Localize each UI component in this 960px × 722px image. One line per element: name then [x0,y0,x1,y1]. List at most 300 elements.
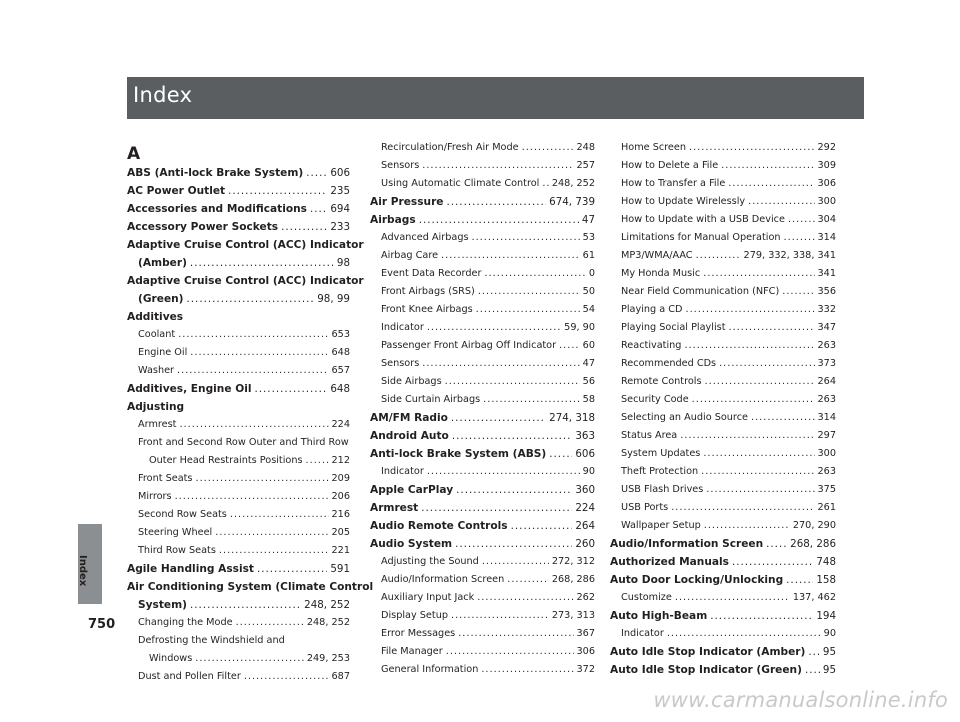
entry-term: How to Transfer a File [621,178,726,189]
index-entry[interactable] [127,614,350,632]
entry-page[interactable]: 694 [330,203,350,215]
index-entry[interactable] [127,254,350,272]
index-entry[interactable] [610,391,836,409]
leader-dots [451,610,549,622]
entry-page[interactable]: 47 [581,214,595,226]
leader-dots [422,358,579,370]
entry-term: Error Messages [381,628,456,639]
entry-page[interactable]: 248, 252 [304,599,350,611]
index-entry[interactable] [610,571,836,589]
entry-term: Using Automatic Climate Control [381,178,540,189]
index-entry[interactable] [610,211,836,229]
index-entry[interactable] [127,164,350,182]
leader-dots [703,268,814,280]
entry-page[interactable]: 194 [816,610,836,622]
entry-page[interactable]: 137, 462 [792,592,836,603]
entry-term: Audio/Information Screen [381,574,505,585]
entry-term: Second Row Seats [138,509,227,520]
entry-page[interactable]: 272, 312 [551,556,595,567]
entry-page[interactable]: 367 [576,628,595,639]
entry-page[interactable]: 687 [331,671,350,682]
leader-dots [230,509,329,521]
entry-page[interactable]: 248, 252 [306,617,350,628]
leader-dots [215,527,328,539]
entry-page[interactable]: 268, 286 [790,538,836,550]
entry-term: Passenger Front Airbag Off Indicator [381,340,557,351]
entry-page[interactable]: 209 [331,473,350,484]
entry-page[interactable]: 292 [817,142,836,153]
entry-term: Side Curtain Airbags [381,394,481,405]
entry-term: Air Pressure [370,196,444,208]
index-entry[interactable] [370,337,595,355]
entry-page[interactable]: 375 [817,484,836,495]
index-entry[interactable] [610,589,836,607]
entry-page[interactable]: 221 [331,545,350,556]
entry-term: Auto Idle Stop Indicator (Amber) [610,646,806,658]
entry-page[interactable]: 268, 286 [551,574,595,585]
index-column-3 [610,139,836,679]
index-entry[interactable] [610,337,836,355]
leader-dots [766,538,787,550]
page-number: 750 [88,617,116,632]
index-entry[interactable] [127,290,350,308]
entry-page[interactable]: 90 [823,628,836,639]
entry-page[interactable]: 235 [330,185,350,197]
entry-page[interactable]: 60 [582,340,595,351]
entry-term: AC Power Outlet [127,185,226,197]
leader-dots [784,232,815,244]
entry-page[interactable]: 233 [330,221,350,233]
entry-page[interactable]: 262 [576,592,595,603]
index-entry[interactable] [370,157,595,175]
index-entry[interactable] [370,535,595,553]
entry-term: (Green) [138,293,184,305]
index-entry[interactable] [610,463,836,481]
entry-page[interactable]: 373 [817,358,836,369]
entry-page[interactable]: 648 [331,347,350,358]
index-entry[interactable] [370,175,595,193]
entry-page[interactable]: 224 [575,502,595,514]
index-entry[interactable] [127,434,350,452]
index-entry[interactable] [127,506,350,524]
index-entry[interactable] [127,452,350,470]
leader-dots [427,466,580,478]
entry-page[interactable]: 363 [575,430,595,442]
entry-term: Display Setup [381,610,448,621]
entry-term: Anti-lock Brake System (ABS) [370,448,547,460]
entry-term: Customize [621,592,672,603]
leader-dots [808,646,820,658]
entry-page[interactable]: 61 [582,250,595,261]
entry-page[interactable]: 264 [817,376,836,387]
entry-page[interactable]: 58 [582,394,595,405]
index-entry[interactable] [127,560,350,578]
entry-page[interactable]: 224 [331,419,350,430]
index-entry[interactable] [370,661,595,679]
leader-dots [748,196,814,208]
leader-dots [306,167,327,179]
entry-page[interactable]: 606 [575,448,595,460]
index-entry[interactable] [127,380,350,398]
entry-page[interactable]: 249, 253 [306,653,350,664]
index-entry[interactable] [370,247,595,265]
index-entry[interactable] [610,301,836,319]
leader-dots [236,617,304,629]
index-entry[interactable] [610,499,836,517]
index-entry[interactable] [610,175,836,193]
index-entry[interactable] [370,301,595,319]
entry-term: Additives, Engine Oil [127,383,252,395]
index-entry[interactable] [370,589,595,607]
index-entry[interactable] [610,229,836,247]
entry-page[interactable]: 257 [576,160,595,171]
entry-term: Airbags [370,214,416,226]
leader-dots [422,160,573,172]
index-entry[interactable] [610,625,836,643]
entry-page[interactable]: 263 [817,340,836,351]
index-entry[interactable] [610,193,836,211]
index-entry[interactable] [127,416,350,434]
entry-page[interactable]: 314 [817,412,836,423]
leader-dots [704,520,790,532]
entry-page[interactable]: 314 [817,232,836,243]
entry-term: Reactivating [621,340,682,351]
leader-dots [686,304,815,316]
entry-page[interactable]: 59, 90 [564,322,595,333]
leader-dots [667,628,821,640]
leader-dots [421,502,572,514]
index-entry[interactable] [370,373,595,391]
index-entry[interactable] [370,391,595,409]
index-entry[interactable] [127,326,350,344]
entry-page[interactable]: 270, 290 [792,520,836,531]
index-entry[interactable] [127,668,350,686]
entry-term: Steering Wheel [138,527,213,538]
leader-dots [476,304,580,316]
index-entry[interactable] [370,283,595,301]
entry-term: General Information [381,664,479,675]
index-entry[interactable] [127,308,350,326]
entry-page[interactable]: 648 [330,383,350,395]
index-entry[interactable] [370,229,595,247]
entry-term: Washer [138,365,175,376]
header-bar [127,77,864,119]
leader-dots [306,455,329,467]
entry-page[interactable]: 216 [331,509,350,520]
entry-term: Recommended CDs [621,358,717,369]
leader-dots [719,358,814,370]
index-entry[interactable] [610,265,836,283]
entry-page[interactable]: 347 [817,322,836,333]
index-entry[interactable] [610,157,836,175]
entry-page[interactable]: 300 [817,448,836,459]
leader-dots [732,556,813,568]
leader-dots [507,574,549,586]
leader-dots [788,214,815,226]
entry-term: Defrosting the Windshield and [138,635,285,646]
entry-term: AM/FM Radio [370,412,448,424]
leader-dots [689,142,815,154]
entry-term: System Updates [621,448,701,459]
leader-dots [190,257,334,269]
leader-dots [705,376,815,388]
index-column-1 [127,139,374,686]
entry-page[interactable]: 205 [331,527,350,538]
leader-dots [452,430,573,442]
entry-page[interactable]: 273, 313 [551,610,595,621]
index-entry[interactable] [610,283,836,301]
leader-dots [427,322,561,334]
entry-page[interactable]: 56 [582,376,595,387]
entry-term: Air Conditioning System (Climate Control [127,581,374,593]
index-entry[interactable] [370,355,595,373]
entry-term: Mirrors [138,491,172,502]
entry-term: Auxiliary Input Jack [381,592,475,603]
index-entry[interactable] [610,427,836,445]
index-entry[interactable] [610,661,836,679]
index-entry[interactable] [370,499,595,517]
index-entry[interactable] [370,139,595,157]
entry-term: Recirculation/Fresh Air Mode [381,142,519,153]
entry-page[interactable]: 54 [582,304,595,315]
leader-dots [244,671,329,683]
entry-page[interactable]: 95 [822,646,836,658]
entry-page[interactable]: 306 [576,646,595,657]
entry-term: Indicator [381,322,424,333]
index-entry[interactable] [127,362,350,380]
leader-dots [522,142,574,154]
entry-page[interactable]: 279, 332, 338, 341 [743,250,836,261]
entry-term: Accessory Power Sockets [127,221,279,233]
index-entry[interactable] [370,265,595,283]
entry-page[interactable]: 274, 318 [549,412,595,424]
entry-term: Sensors [381,160,420,171]
entry-term: Adaptive Cruise Control (ACC) Indicator [127,239,364,251]
index-entry[interactable] [127,200,350,218]
entry-page[interactable]: 372 [576,664,595,675]
index-entry[interactable] [370,517,595,535]
entry-term: Adjusting [127,401,185,413]
leader-dots [195,473,328,485]
entry-term: Third Row Seats [138,545,216,556]
entry-page[interactable]: 606 [330,167,350,179]
leader-dots [175,491,329,503]
index-entry[interactable] [370,571,595,589]
entry-page[interactable]: 653 [331,329,350,340]
index-entry[interactable] [127,272,364,290]
entry-term: USB Flash Drives [621,484,704,495]
entry-term: MP3/WMA/AAC [621,250,693,261]
index-entry[interactable] [127,182,350,200]
leader-dots [455,538,572,550]
entry-term: Front Knee Airbags [381,304,473,315]
entry-page[interactable]: 98 [336,257,350,269]
entry-term: Front Airbags (SRS) [381,286,475,297]
entry-page[interactable]: 263 [817,466,836,477]
entry-term: Indicator [381,466,424,477]
entry-term: Theft Protection [621,466,699,477]
entry-term: Sensors [381,358,420,369]
entry-term: Audio System [370,538,453,550]
index-entry[interactable] [610,319,836,337]
index-entry[interactable] [610,247,836,265]
entry-page[interactable]: 206 [331,491,350,502]
entry-term: Playing a CD [621,304,683,315]
entry-term: Engine Oil [138,347,188,358]
index-entry[interactable] [610,409,836,427]
index-entry[interactable] [127,650,350,668]
entry-page[interactable]: 264 [575,520,595,532]
index-entry[interactable] [127,524,350,542]
entry-term: Auto High-Beam [610,610,708,622]
entry-term: My Honda Music [621,268,701,279]
leader-dots [190,599,301,611]
entry-page[interactable]: 591 [330,563,350,575]
entry-term: Apple CarPlay [370,484,454,496]
entry-term: Selecting an Audio Source [621,412,748,423]
leader-dots [419,214,579,226]
leader-dots [696,250,741,262]
entry-term: Adjusting the Sound [381,556,479,567]
entry-page[interactable]: 304 [817,214,836,225]
leader-dots [729,322,815,334]
entry-term: Adaptive Cruise Control (ACC) Indicator [127,275,364,287]
entry-term: Security Code [621,394,689,405]
index-entry[interactable] [610,553,836,571]
leader-dots [451,412,546,424]
entry-page[interactable]: 98, 99 [317,293,350,305]
index-entry[interactable] [370,481,595,499]
entry-page[interactable]: 50 [582,286,595,297]
entry-page[interactable]: 674, 739 [549,196,595,208]
index-entry[interactable] [127,236,364,254]
index-entry[interactable] [370,553,595,571]
entry-page[interactable]: 657 [331,365,350,376]
index-entry[interactable] [610,517,836,535]
index-entry[interactable] [127,578,374,596]
index-entry[interactable] [610,373,836,391]
entry-page[interactable]: 341 [817,268,836,279]
index-entry[interactable] [610,445,836,463]
leader-dots [178,329,328,341]
entry-term: Changing the Mode [138,617,233,628]
leader-dots [482,556,549,568]
index-entry[interactable] [610,535,836,553]
entry-term: Audio Remote Controls [370,520,508,532]
index-entry[interactable] [127,470,350,488]
entry-term: Auto Door Locking/Unlocking [610,574,784,586]
index-entry[interactable] [370,607,595,625]
index-entry[interactable] [610,481,836,499]
index-entry[interactable] [370,211,595,229]
leader-dots [721,160,814,172]
index-entry[interactable] [127,596,350,614]
entry-page[interactable]: 261 [817,502,836,513]
entry-term: Remote Controls [621,376,702,387]
entry-page[interactable]: 332 [817,304,836,315]
entry-page[interactable]: 300 [817,196,836,207]
entry-page[interactable]: 90 [582,466,595,477]
index-entry[interactable] [127,218,350,236]
leader-dots [254,383,327,395]
entry-page[interactable]: 0 [588,268,595,279]
index-entry[interactable] [370,409,595,427]
leader-dots [483,394,580,406]
leader-dots [549,448,572,460]
entry-term: Armrest [370,502,419,514]
leader-dots [675,592,790,604]
index-entry[interactable] [610,139,836,157]
leader-dots [310,203,327,215]
entry-page[interactable]: 212 [331,455,350,466]
leader-dots [445,376,580,388]
leader-dots [710,610,813,622]
index-entry[interactable] [127,344,350,362]
entry-term: Airbag Care [381,250,439,261]
entry-page[interactable]: 356 [817,286,836,297]
entry-page[interactable]: 47 [582,358,595,369]
leader-dots [671,502,814,514]
index-entry[interactable] [610,643,836,661]
leader-dots [728,178,814,190]
entry-term: Armrest [138,419,177,430]
leader-dots [706,484,814,496]
index-entry[interactable] [127,542,350,560]
leader-dots [542,178,549,190]
leader-dots [441,250,580,262]
leader-dots [559,340,580,352]
entry-page[interactable]: 248, 252 [551,178,595,189]
entry-page[interactable]: 260 [575,538,595,550]
index-entry[interactable] [370,427,595,445]
index-entry[interactable] [370,625,595,643]
index-entry[interactable] [370,643,595,661]
index-entry[interactable] [127,398,350,416]
side-tab-label: Index [77,555,88,587]
leader-dots [257,563,327,575]
entry-page[interactable]: 309 [817,160,836,171]
index-entry[interactable] [370,319,595,337]
leader-dots [703,448,814,460]
leader-dots [228,185,327,197]
entry-term: File Manager [381,646,443,657]
index-entry[interactable] [610,355,836,373]
entry-page[interactable]: 158 [816,574,836,586]
entry-page[interactable]: 53 [582,232,595,243]
leader-dots [458,628,573,640]
entry-page[interactable]: 263 [817,394,836,405]
leader-dots [692,394,815,406]
entry-term: Accessories and Modifications [127,203,307,215]
index-entry[interactable] [127,488,350,506]
entry-term: Auto Idle Stop Indicator (Green) [610,664,802,676]
leader-dots [219,545,329,557]
entry-page[interactable]: 748 [816,556,836,568]
entry-term: Authorized Manuals [610,556,729,568]
entry-page[interactable]: 360 [575,484,595,496]
footer-watermark: www.carmanualsonline.info [653,688,948,712]
entry-page[interactable]: 248 [576,142,595,153]
index-entry[interactable] [370,463,595,481]
entry-page[interactable]: 306 [817,178,836,189]
index-entry[interactable] [370,193,595,211]
entry-term: Advanced Airbags [381,232,469,243]
index-entry[interactable] [370,445,595,463]
entry-page[interactable]: 297 [817,430,836,441]
entry-page[interactable]: 95 [822,664,836,676]
index-entry[interactable] [610,607,836,625]
index-entry[interactable] [127,632,350,650]
